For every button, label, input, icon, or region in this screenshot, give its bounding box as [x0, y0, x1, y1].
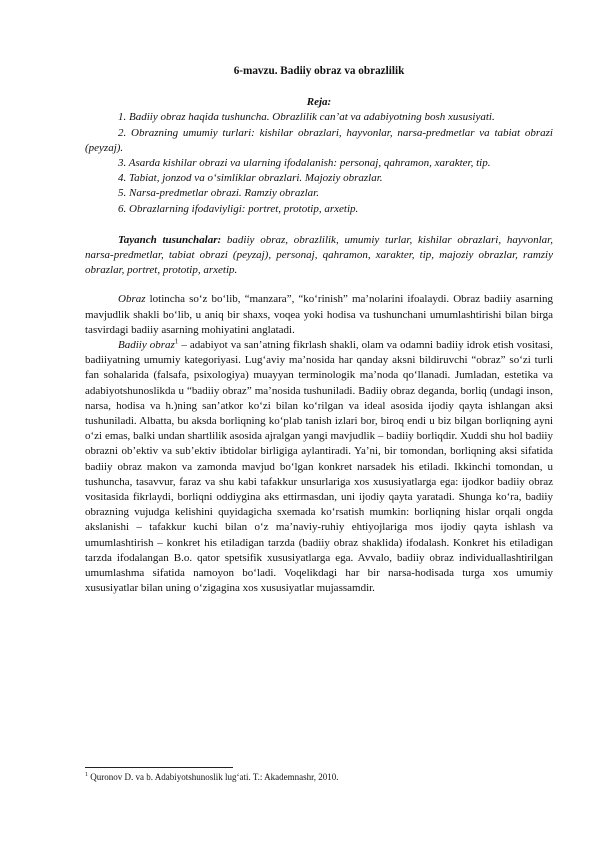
term-badiiy-obraz: Badiiy obraz [118, 339, 175, 352]
paragraph-1 [85, 292, 553, 338]
footnote-reference[interactable]: 1 [174, 337, 179, 346]
plan-item: 6. Obrazlarning ifodaviyligi: portret, prototip, arxetip. [118, 202, 359, 215]
footnote-divider [85, 767, 233, 768]
paragraph-1-text: lotincha so‘z bo‘lib, “manzara”, “ko‘rinish” ma’nolarini ifoalaydi. Obraz badiiy asarning mavjudlik shakli bo‘lib, u aniq bir shaxs, voqea yoki hodisa va tushunchani umumlashtirishi bilan birga tasvirdagi badiiy asarning mohiyatini anglatadi. [85, 293, 553, 336]
plan-heading: Reja: [306, 96, 332, 109]
body-text [85, 292, 553, 596]
page-title: 6-mavzu. Badiiy obraz va obrazlilik [233, 65, 405, 77]
key-terms-paragraph [85, 233, 553, 279]
key-terms-text: badiiy obraz, obrazlilik, umumiy turlar, kishilar obrazlari, hayvonlar, narsa-predmetlar, tabiat obrazi (peyzaj), personaj, qahramon, xarakter, tip, majoziy obrazlar, ramziy obrazlar, portret, prototip, arxetip. [85, 233, 553, 277]
term-obraz: Obraz [118, 293, 146, 306]
plan-item: 4. Tabiat, jonzod va o‘simliklar obrazlari. Majoziy obrazlar. [118, 172, 383, 185]
plan-item: 5. Narsa-predmetlar obrazi. Ramziy obrazlar. [118, 187, 319, 200]
plan-item: 3. Asarda kishilar obrazi va ularning ifodalanish: personaj, qahramon, xarakter, tip. [118, 157, 491, 170]
plan-item: 2. Obrazning umumiy turlari: kishilar obrazlari, hayvonlar, narsa-predmetlar va tabiat obrazi (peyzaj). [85, 126, 553, 154]
key-terms-label: Tayanch tusunchalar: [118, 233, 222, 246]
footnote-number: 1 [85, 772, 88, 778]
footnote [85, 772, 553, 782]
plan-item: 1. Badiiy obraz haqida tushuncha. Obrazlilik can’at va adabiyotning bosh xususiyati. [118, 111, 495, 124]
paragraph-2-text: – adabiyot va san’atning fikrlash shakli, olam va odamni badiiy idrok etish vositasi, badiiyatning umumiy kategoriyasi. Lug‘aviy ma’nosida har qanday aksni bildiruvchi “obraz” so‘zi turli fan sohalarida (falsafa, psixologiya) muayyan terminologik ma’noda qo‘llanadi. Jumladan, estetika va adabiyotshunoslikda u “badiiy obraz” ma’nosida tushuniladi. Badiiy obraz deganda, borliq (undagi inson, narsa, hodisa va h.)ning san’atkor ko‘zi bilan ko‘rilgan va ideal asosida ijodiy qayta ishlangan aksi tushuniladi. Albatta, bu aksda borliqning ko‘plab tanish izlari bor, biroq endi u biz bilgan borliqning ayni o‘zi emas, balki undan shartlilik asosida ajralgan yangi mavjudlik – badiiy borliqdir. Xuddi shu hol badiiy obrazni ob’ektiv va sub’ektiv ibtidolar birligiga aylantiradi. Ya’ni, bir tomondan, borliqning aksi sifatida badiiy obraz makon va zamonda mavjud bo‘lgan konkret narsadek his etiladi. Ikkinchi tomondan, u tushuncha, tasavvur, faraz va shu kabi tafakkur unsurlariga xos xususiyatlarga ega: ijodkor badiiy obraz vositasida fikrlaydi, borliqni oddiygina aks ettirmasdan, uni ijodiy qayta yaratadi. Shunga ko‘ra, badiiy obrazning vujudga kelishini quyidagicha sxemada ko‘rsatish mumkin: borliqning hislar orqali ongda akslanishi – tafakkur kuchi bilan o‘z ma’naviy-ruhiy ehtiyojlariga mos ijodiy qayta ishlash va umumlashtirish – konkret his etiladigan tarzda (badiiy obraz shaklida) ifodalash. Konkret his etiladigan tarzda ifodalangan B.o. qator spetsifik xususiyatlarga ega. Avvalo, badiiy obraz individuallashtirilgan umumlashma sifatida namoyon bo‘ladi. Voqelikdagi har bir narsa-hodisada turga xos umumiy xususiyatlar bilan uning o‘zigagina xos xususiyatlar mujassamdir. [85, 339, 553, 595]
plan-list [85, 110, 553, 216]
document-page [85, 64, 553, 597]
paragraph-2 [85, 338, 553, 596]
footnote-text: Quronov D. va b. Adabiyotshunoslik lug‘ati. T.: Akademnashr, 2010. [88, 772, 339, 782]
